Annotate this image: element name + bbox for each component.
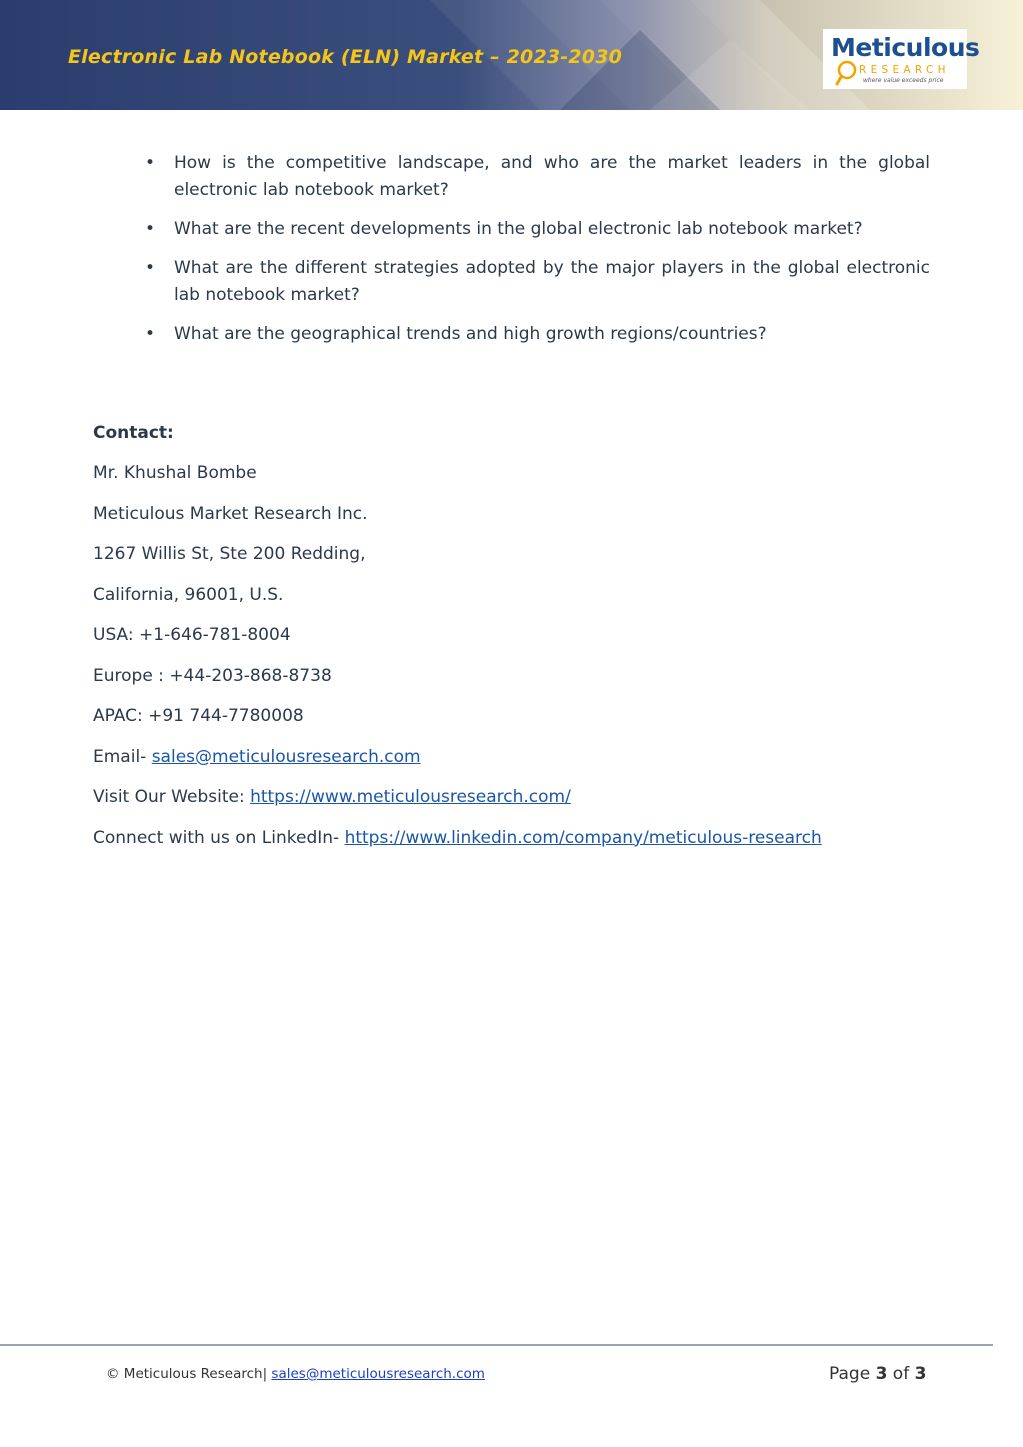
email-label: Email-: [93, 746, 152, 767]
bullet: •: [144, 153, 155, 173]
contact-address-line1: 1267 Willis St, Ste 200 Redding,: [93, 544, 366, 564]
list-item: [143, 150, 930, 204]
contact-phone-apac: APAC: +91 744-7780008: [93, 706, 304, 726]
bullet: •: [144, 258, 155, 278]
page-header: [0, 0, 1023, 110]
question-text: How is the competitive landscape, and who are the market leaders in the global electronic lab notebook market?: [174, 153, 930, 200]
page-current: 3: [875, 1364, 888, 1384]
bullet: •: [144, 324, 155, 344]
page-of: of: [887, 1364, 915, 1384]
question-list: [143, 150, 930, 360]
footer-email-link[interactable]: sales@meticulousresearch.com: [271, 1366, 485, 1382]
website-label: Visit Our Website:: [93, 787, 251, 807]
logo-subtitle: RESEARCH: [859, 64, 950, 76]
page-number: [829, 1364, 926, 1384]
document-title: Electronic Lab Notebook (ELN) Market – 2023-2030: [68, 46, 623, 68]
contact-linkedin-line: [93, 825, 973, 852]
page-word: Page: [829, 1364, 876, 1384]
logo-wordmark: Meticulous: [831, 33, 980, 62]
contact-website-line: [93, 784, 973, 811]
contact-phone-usa: USA: +1-646-781-8004: [93, 625, 291, 645]
website-link[interactable]: https://www.meticulousresearch.com/: [250, 787, 571, 807]
list-item: [143, 216, 930, 243]
contact-section: [93, 420, 973, 865]
question-text: What are the geographical trends and high growth regions/countries?: [174, 324, 767, 344]
contact-phone-europe: Europe : +44-203-868-8738: [93, 665, 332, 686]
footer-divider: [0, 1344, 993, 1346]
contact-company: Meticulous Market Research Inc.: [93, 503, 368, 524]
question-text: What are the recent developments in the global electronic lab notebook market?: [174, 219, 863, 239]
copyright-text: © Meticulous Research|: [106, 1366, 272, 1382]
contact-email-line: [93, 744, 973, 771]
contact-address-line2: California, 96001, U.S.: [93, 584, 284, 605]
contact-name: Mr. Khushal Bombe: [93, 463, 257, 483]
bullet: •: [144, 219, 155, 239]
list-item: [143, 321, 930, 348]
question-text: What are the different strategies adopted by the major players in the global electronic lab notebook market?: [174, 258, 930, 305]
logo-tagline: where value exceeds price: [863, 77, 944, 84]
linkedin-link[interactable]: https://www.linkedin.com/company/meticulous-research: [344, 827, 822, 848]
linkedin-label: Connect with us on LinkedIn-: [93, 827, 345, 848]
email-link[interactable]: sales@meticulousresearch.com: [151, 746, 421, 767]
contact-heading: Contact:: [93, 423, 174, 443]
footer-copyright: [106, 1366, 485, 1382]
list-item: [143, 255, 930, 309]
company-logo: [823, 29, 980, 89]
page-total: 3: [914, 1364, 927, 1384]
magnifying-glass-icon: [835, 59, 861, 87]
